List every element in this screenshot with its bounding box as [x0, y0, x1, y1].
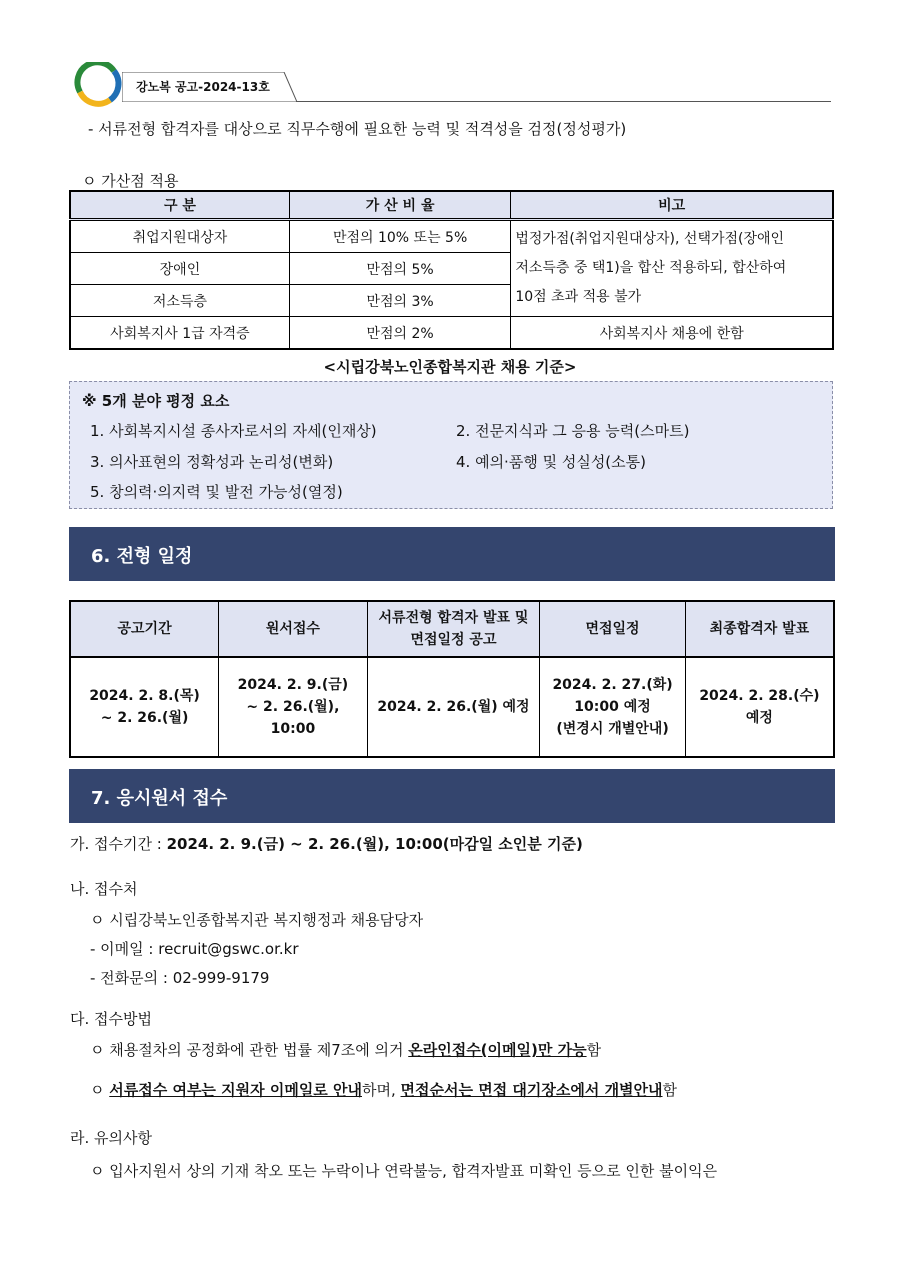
- table-row: [70, 317, 833, 350]
- shared-note-cell: [511, 220, 833, 317]
- col-header-application: 원서접수: [219, 601, 368, 657]
- criteria-item: 2. 전문지식과 그 응용 능력(스마트): [456, 422, 690, 440]
- ratio-cell: 만점의 5%: [289, 253, 510, 285]
- section-6-title: 6. 전형 일정: [91, 546, 193, 567]
- col-header-ratio: 가 산 비 율: [289, 191, 510, 220]
- phone-line: - 전화문의 : 02-999-9179: [90, 969, 270, 987]
- criteria-title: ※ 5개 분야 평정 요소: [82, 392, 230, 410]
- ratio-cell: 만점의 10% 또는 5%: [289, 220, 510, 253]
- application-period: 가. 접수기간 : 2024. 2. 9.(금) ~ 2. 26.(월), 10:00(마감일 소인분 기준): [70, 835, 583, 853]
- application-cell: 2024. 2. 9.(금) ~ 2. 26.(월), 10:00: [219, 657, 368, 757]
- criteria-item: 3. 의사표현의 정확성과 논리성(변화): [90, 453, 334, 471]
- place-line: ㅇ 시립강북노인종합복지관 복지행정과 채용담당자: [90, 911, 424, 929]
- table-caption: <시립강북노인종합복지관 채용 기준>: [323, 358, 577, 376]
- bonus-heading: ㅇ 가산점 적용: [82, 172, 179, 190]
- document-result-cell: 2024. 2. 26.(월) 예정: [367, 657, 540, 757]
- document-id: 강노복 공고-2024-13호: [136, 80, 270, 94]
- table-row: [70, 220, 833, 253]
- section-6-bar: [69, 527, 835, 581]
- col-header-final-result: 최종합격자 발표: [685, 601, 834, 657]
- category-cell: 사회복지사 1급 자격증: [70, 317, 289, 350]
- header-rule: [296, 101, 831, 102]
- notes-heading: 라. 유의사항: [70, 1129, 152, 1147]
- col-header-note: 비고: [511, 191, 833, 220]
- criteria-item: 4. 예의·품행 및 성실성(소통): [456, 453, 646, 471]
- interview-cell: 2024. 2. 27.(화) 10:00 예정 (변경시 개별안내): [540, 657, 686, 757]
- col-header-category: 구 분: [70, 191, 289, 220]
- final-result-cell: 2024. 2. 28.(수) 예정: [685, 657, 834, 757]
- bonus-table: [69, 190, 834, 350]
- col-header-notice-period: 공고기간: [70, 601, 219, 657]
- col-header-document-result: 서류전형 합격자 발표 및 면접일정 공고: [367, 601, 540, 657]
- note-line: 10점 초과 적용 불가: [515, 289, 642, 305]
- notes-line: ㅇ 입사지원서 상의 기재 착오 또는 누락이나 연락불능, 합격자발표 미확인 등으로 인한 불이익은: [90, 1162, 718, 1180]
- col-header-interview: 면접일정: [540, 601, 686, 657]
- ratio-cell: 만점의 2%: [289, 317, 510, 350]
- intro-line: - 서류전형 합격자를 대상으로 직무수행에 필요한 능력 및 적격성을 검정(정성평가): [88, 120, 627, 138]
- category-cell: 취업지원대상자: [70, 220, 289, 253]
- criteria-item: 1. 사회복지시설 종사자로서의 자세(인재상): [90, 422, 377, 440]
- note-line: 저소득층 중 택1)을 합산 적용하되, 합산하여: [515, 260, 787, 276]
- organization-logo-icon: [74, 62, 124, 108]
- place-heading: 나. 접수처: [70, 880, 138, 898]
- note-cell: 사회복지사 채용에 한함: [511, 317, 833, 350]
- note-line: 법정가점(취업지원대상자), 선택가점(장애인: [515, 231, 785, 247]
- method-heading: 다. 접수방법: [70, 1010, 152, 1028]
- section-7-bar: [69, 769, 835, 823]
- method-line-2: ㅇ 서류접수 여부는 지원자 이메일로 안내하며, 면접순서는 면접 대기장소에서 개별안내함: [90, 1081, 678, 1099]
- notice-period-cell: 2024. 2. 8.(목) ~ 2. 26.(월): [70, 657, 219, 757]
- ratio-cell: 만점의 3%: [289, 285, 510, 317]
- category-cell: 저소득층: [70, 285, 289, 317]
- schedule-table: [69, 600, 835, 758]
- criteria-item: 5. 창의력·의지력 및 발전 가능성(열정): [90, 483, 343, 501]
- method-line-1: ㅇ 채용절차의 공정화에 관한 법률 제7조에 의거 온라인접수(이메일)만 가능함: [90, 1041, 602, 1059]
- table-row: [70, 657, 834, 757]
- email-line: - 이메일 : recruit@gswc.or.kr: [90, 940, 299, 958]
- section-7-title: 7. 응시원서 접수: [91, 788, 228, 809]
- category-cell: 장애인: [70, 253, 289, 285]
